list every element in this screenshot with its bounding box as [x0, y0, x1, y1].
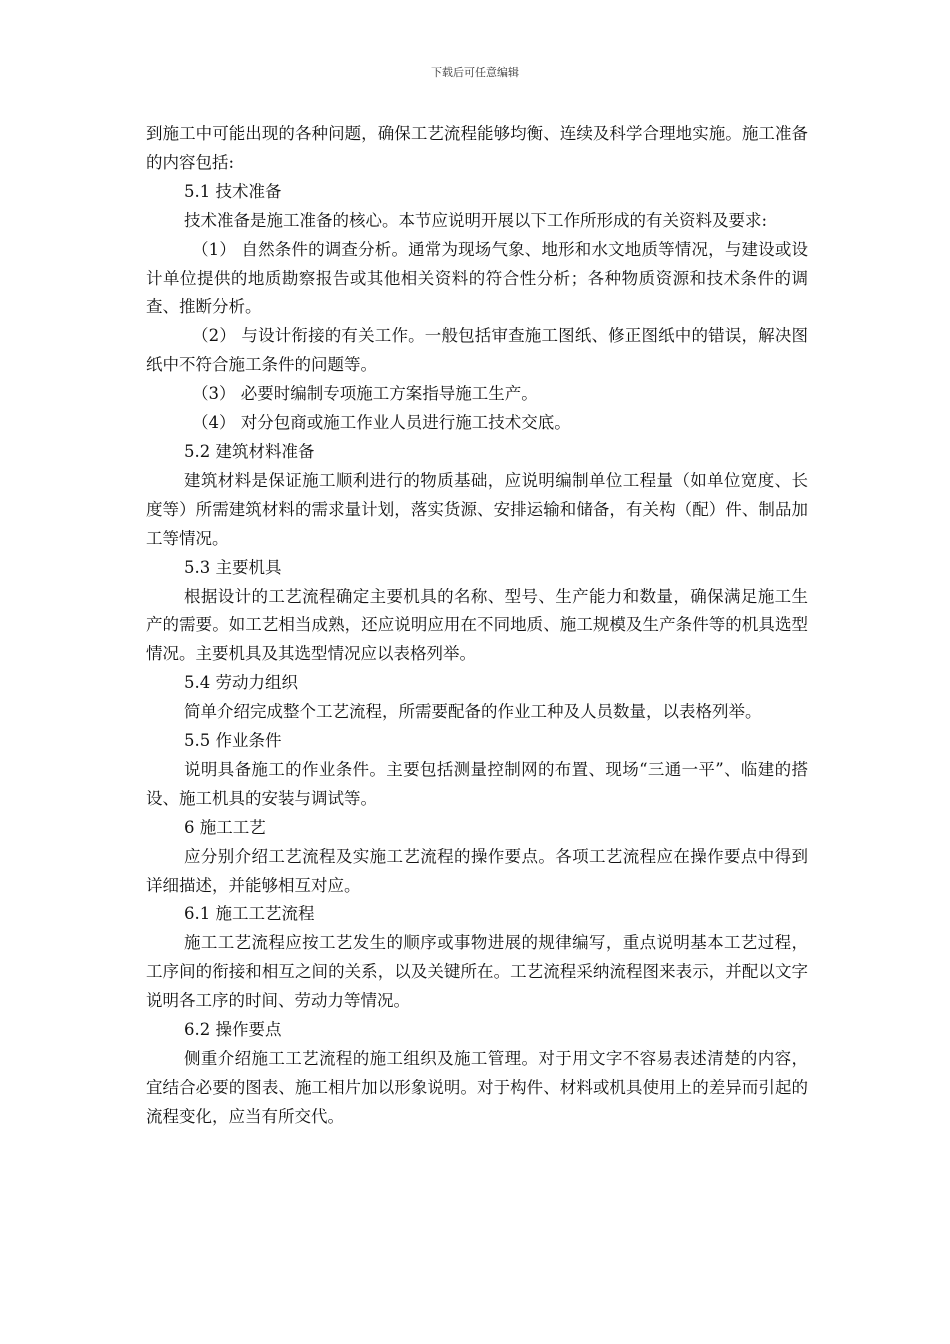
- section-heading-6-2: 6.2 操作要点: [184, 1020, 282, 1040]
- list-item-4: （4） 对分包商或施工作业人员进行施工技术交底。: [192, 413, 571, 433]
- list-item-2: （2） 与设计衔接的有关工作。一般包括审查施工图纸、修正图纸中的错误，解决图纸中不符合施工条件的问题等。: [146, 326, 808, 375]
- paragraph-process: 应分别介绍工艺流程及实施工艺流程的操作要点。各项工艺流程应在操作要点中得到详细描述，并能够相互对应。: [146, 846, 808, 895]
- section-heading-5-3: 5.3 主要机具: [184, 557, 282, 577]
- paragraph-technical-prep: 技术准备是施工准备的核心。本节应说明开展以下工作所形成的有关资料及要求:: [184, 210, 768, 230]
- paragraph-conditions: 说明具备施工的作业条件。主要包括测量控制网的布置、现场“三通一平”、临建的搭设、施工机具的安装与调试等。: [146, 759, 808, 808]
- section-heading-5-2: 5.2 建筑材料准备: [184, 441, 315, 461]
- section-heading-5-4: 5.4 劳动力组织: [184, 673, 298, 693]
- paragraph-labor: 简单介绍完成整个工艺流程，所需要配备的作业工种及人员数量，以表格列举。: [184, 702, 762, 722]
- paragraph-intro-continuation: 到施工中可能出现的各种问题，确保工艺流程能够均衡、连续及科学合理地实施。施工准备的内容包括:: [146, 124, 808, 172]
- paragraph-process-flow: 施工工艺流程应按工艺发生的顺序或事物进展的规律编写，重点说明基本工艺过程，工序间的衔接和相互之间的关系，以及关键所在。工艺流程采纳流程图来表示，并配以文字说明各工序的时间、劳动力等情况。: [146, 933, 808, 1011]
- section-heading-5-5: 5.5 作业条件: [184, 731, 282, 751]
- list-item-1: （1） 自然条件的调查分析。通常为现场气象、地形和水文地质等情况，与建设或设计单位提供的地质勘察报告或其他相关资料的符合性分析；各种物质资源和技术条件的调查、推断分析。: [146, 239, 808, 317]
- paragraph-machinery: 根据设计的工艺流程确定主要机具的名称、型号、生产能力和数量，确保满足施工生产的需要。如工艺相当成熟，还应说明应用在不同地质、施工规模及生产条件等的机具选型情况。主要机具及其选型情况应以表格列举。: [146, 586, 808, 664]
- paragraph-key-points: 侧重介绍施工工艺流程的施工组织及施工管理。对于用文字不容易表述清楚的内容，宜结合必要的图表、施工相片加以形象说明。对于构件、材料或机具使用上的差异而引起的流程变化，应当有所交代。: [146, 1049, 808, 1126]
- list-item-3: （3） 必要时编制专项施工方案指导施工生产。: [192, 384, 538, 404]
- section-heading-6: 6 施工工艺: [184, 817, 266, 837]
- page-header: 下载后可任意编辑: [431, 66, 519, 79]
- section-heading-6-1: 6.1 施工工艺流程: [184, 904, 315, 924]
- section-heading-5-1: 5.1 技术准备: [184, 181, 282, 201]
- paragraph-materials: 建筑材料是保证施工顺利进行的物质基础，应说明编制单位工程量（如单位宽度、长度等）所需建筑材料的需求量计划，落实货源、安排运输和储备，有关构（配）件、制品加工等情况。: [146, 470, 808, 548]
- document-body: [146, 120, 808, 1132]
